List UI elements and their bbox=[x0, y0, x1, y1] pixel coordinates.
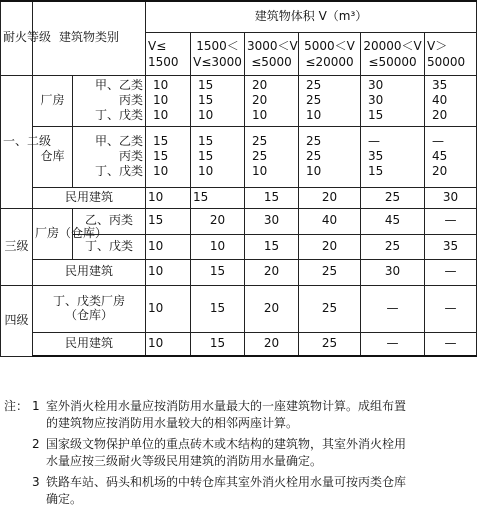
value-cell: — 45 20 bbox=[425, 126, 477, 187]
value-cell: 25 bbox=[299, 332, 361, 356]
header-volume-range: 1500＜ V≤3000 bbox=[191, 32, 245, 75]
value-cell: 25 25 10 bbox=[299, 75, 361, 126]
header-volume-range: 20000＜V ≤50000 bbox=[361, 32, 425, 75]
value-cell: 35 40 20 bbox=[425, 75, 477, 126]
note-number: 2 bbox=[32, 437, 40, 451]
value-cell: 10 bbox=[146, 259, 191, 285]
factory-warehouse-label: 厂房（仓库） bbox=[33, 208, 73, 259]
value-cell: — bbox=[425, 332, 477, 356]
value-cell: 25 bbox=[299, 285, 361, 332]
value-cell: — bbox=[425, 208, 477, 234]
warehouse-label: 仓库 bbox=[33, 126, 73, 187]
note-number: 1 bbox=[32, 399, 40, 413]
civil-building-label: 民用建筑 bbox=[33, 187, 146, 208]
factory-label: 厂房 bbox=[33, 75, 73, 126]
civil-building-label: 民用建筑 bbox=[33, 259, 146, 285]
value-cell: 20 bbox=[191, 208, 245, 234]
notes-label: 注： bbox=[4, 399, 29, 413]
note-item bbox=[0, 474, 476, 508]
value-cell: 15 bbox=[191, 285, 245, 332]
value-cell: 15 bbox=[146, 208, 191, 234]
header-volume-range: 3000＜V ≤5000 bbox=[245, 32, 299, 75]
note-number: 3 bbox=[32, 475, 40, 489]
note-line: 铁路车站、码头和机场的中转仓库其室外消火栓用水量可按丙类仓库 bbox=[46, 475, 407, 489]
value-cell: 30 bbox=[245, 208, 299, 234]
notes-section bbox=[0, 398, 476, 508]
civil-building-label: 民用建筑 bbox=[33, 332, 146, 356]
value-cell: 10 bbox=[191, 234, 245, 259]
value-cell: 25 bbox=[299, 259, 361, 285]
value-cell: — 35 15 bbox=[361, 126, 425, 187]
value-cell: — bbox=[425, 259, 477, 285]
subcategory: 乙、丙类 bbox=[73, 208, 146, 234]
value-cell: 20 bbox=[245, 332, 299, 356]
value-cell: 10 bbox=[146, 187, 191, 208]
value-cell: — bbox=[361, 332, 425, 356]
value-cell: 20 bbox=[299, 234, 361, 259]
value-cell: 15 15 10 bbox=[191, 75, 245, 126]
value-cell: 10 bbox=[146, 332, 191, 356]
grade-1-2: 一、二级 bbox=[1, 75, 33, 208]
factory-subcategories: 甲、乙类 丙类 丁、戊类 bbox=[73, 75, 146, 126]
value-cell: 15 15 10 bbox=[191, 126, 245, 187]
header-volume-range: V≤ 1500 bbox=[146, 32, 191, 75]
value-cell: 25 bbox=[361, 234, 425, 259]
value-cell: 10 bbox=[146, 285, 191, 332]
value-cell: 25 bbox=[361, 187, 425, 208]
value-cell: 40 bbox=[299, 208, 361, 234]
value-cell: 10 10 10 bbox=[146, 75, 191, 126]
value-cell: 20 bbox=[299, 187, 361, 208]
note-line: 的建筑物应按消防用水量较大的相邻两座计算。 bbox=[46, 416, 299, 430]
note-line: 国家级文物保护单位的重点砖木或木结构的建筑物，其室外消火栓用 bbox=[46, 437, 407, 451]
note-item bbox=[0, 398, 476, 432]
value-cell: 20 bbox=[245, 285, 299, 332]
value-cell: 25 25 10 bbox=[245, 126, 299, 187]
value-cell: 15 bbox=[191, 259, 245, 285]
note-line: 室外消火栓用水量应按消防用水量最大的一座建筑物计算。成组布置 bbox=[46, 399, 407, 413]
subcategory: 丁、戊类 bbox=[73, 234, 146, 259]
value-cell: 30 bbox=[425, 187, 477, 208]
value-cell: 45 bbox=[361, 208, 425, 234]
value-cell: 15 bbox=[191, 332, 245, 356]
grade-4: 四级 bbox=[1, 285, 33, 356]
value-cell: 15 bbox=[245, 187, 299, 208]
note-line: 水量应按三级耐火等级民用建筑的消防用水量确定。 bbox=[46, 454, 323, 468]
header-fire-rating: 耐火等级 bbox=[1, 1, 33, 75]
value-cell: 20 20 10 bbox=[245, 75, 299, 126]
value-cell: — bbox=[361, 285, 425, 332]
warehouse-subcategories: 甲、乙类 丙类 丁、戊类 bbox=[73, 126, 146, 187]
value-cell: 30 30 15 bbox=[361, 75, 425, 126]
header-building-category: 建筑物类别 bbox=[33, 1, 146, 75]
value-cell: 25 25 10 bbox=[299, 126, 361, 187]
value-cell: — bbox=[425, 285, 477, 332]
header-volume-range: 5000＜V ≤20000 bbox=[299, 32, 361, 75]
value-cell: 15 15 10 bbox=[146, 126, 191, 187]
value-cell: 35 bbox=[425, 234, 477, 259]
note-line: 确定。 bbox=[46, 492, 83, 506]
value-cell: 15 bbox=[191, 187, 245, 208]
header-volume-range: V＞ 50000 bbox=[425, 32, 477, 75]
header-volume-title: 建筑物体积 V（m³） bbox=[146, 1, 477, 32]
grade-3: 三级 bbox=[1, 208, 33, 285]
value-cell: 15 bbox=[245, 234, 299, 259]
value-cell: 30 bbox=[361, 259, 425, 285]
factory-warehouse-label: 丁、戊类厂房 （仓库） bbox=[33, 285, 146, 332]
value-cell: 10 bbox=[146, 234, 191, 259]
note-item bbox=[0, 436, 476, 470]
value-cell: 20 bbox=[245, 259, 299, 285]
